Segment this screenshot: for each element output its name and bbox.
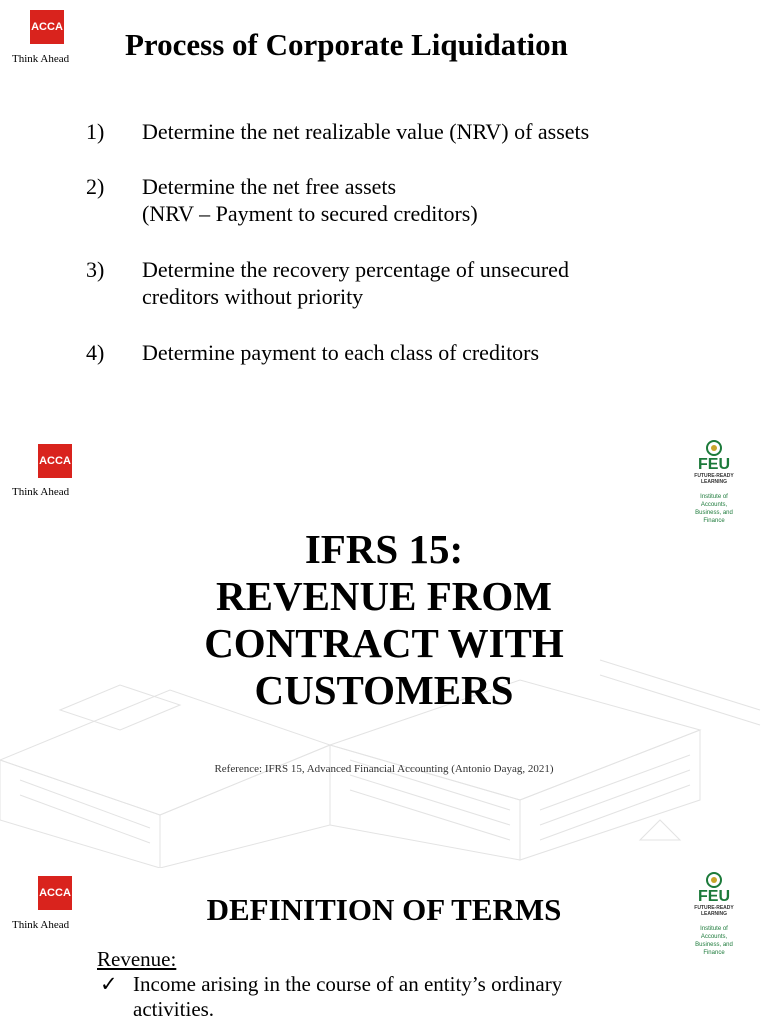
definition-text: Income arising in the course of an entity’s ordinary activities.: [133, 972, 563, 1021]
feu-name: FEU: [698, 456, 730, 473]
list-item: [86, 256, 569, 310]
step-number: 4): [86, 340, 105, 365]
feu-seal-icon: [706, 440, 722, 456]
slide-ifrs15-title: [0, 420, 768, 868]
step-text: Determine the net realizable value (NRV) of assets: [142, 119, 590, 144]
slide-title: DEFINITION OF TERMS: [206, 892, 562, 927]
list-item: [86, 118, 589, 145]
slide-corporate-liquidation: [0, 0, 768, 420]
step-text: Determine payment to each class of creditors: [142, 340, 540, 365]
list-item: [86, 339, 539, 366]
feu-logo: [684, 440, 744, 525]
term-definition: [100, 972, 653, 1022]
slide-definition-of-terms: [0, 868, 768, 1024]
step-number: 2): [86, 174, 105, 199]
feu-name: FEU: [698, 888, 730, 905]
step-number: 3): [86, 257, 105, 282]
acca-logo: ACCA: [38, 876, 72, 910]
acca-tagline: Think Ahead: [12, 486, 70, 498]
feu-tagline: FUTURE-READY LEARNING: [694, 905, 734, 917]
feu-tagline: FUTURE-READY LEARNING: [694, 473, 734, 485]
list-item: [86, 173, 478, 227]
step-text: Determine the net free assets (NRV – Payment to secured creditors): [142, 174, 478, 226]
step-text: Determine the recovery percentage of unsecured creditors without priority: [142, 257, 569, 309]
slide-title: IFRS 15: REVENUE FROM CONTRACT WITH CUSTOMERS: [204, 526, 564, 713]
reference-note: Reference: IFRS 15, Advanced Financial Accounting (Antonio Dayag, 2021): [214, 763, 554, 775]
step-number: 1): [86, 119, 105, 144]
acca-tagline: Think Ahead: [12, 53, 70, 65]
feu-institute: Institute of Accounts, Business, and Finance: [695, 494, 733, 524]
acca-logo: ACCA: [30, 10, 64, 44]
feu-seal-icon: [706, 872, 722, 888]
acca-tagline: Think Ahead: [12, 919, 70, 931]
check-icon: ✓: [100, 972, 118, 996]
feu-institute: Institute of Accounts, Business, and Finance: [695, 926, 733, 956]
acca-logo: ACCA: [38, 444, 72, 478]
slide-title: Process of Corporate Liquidation: [125, 27, 568, 62]
term-label: Revenue:: [97, 947, 177, 971]
